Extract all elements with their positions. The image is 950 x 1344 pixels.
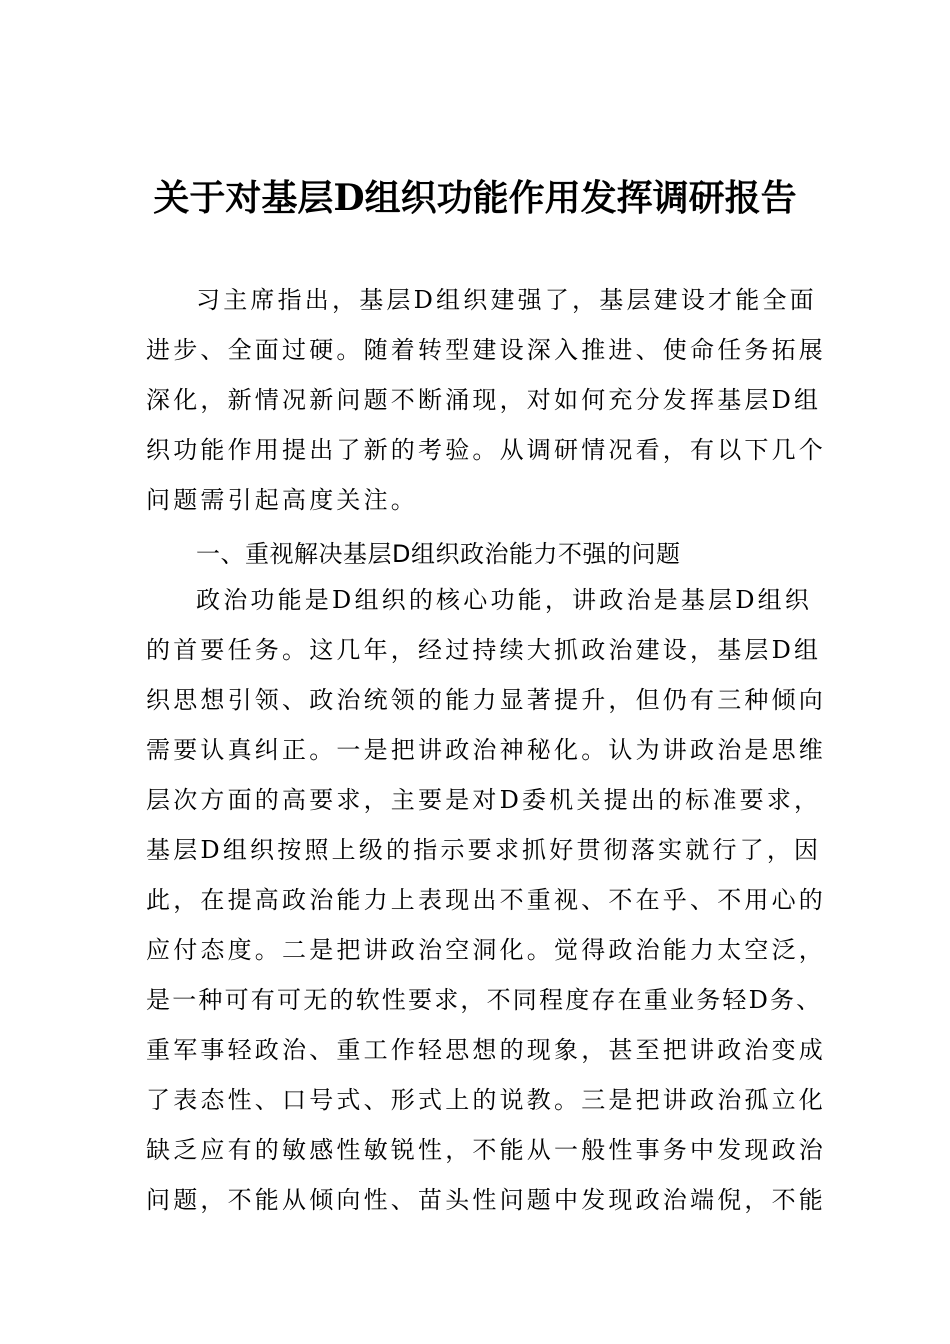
- paragraph-line: 的首要任务。这几年，经过持续大抓政治建设，基层D组: [146, 636, 822, 664]
- paragraph-line: 习主席指出，基层D组织建强了，基层建设才能全面: [196, 286, 817, 314]
- paragraph-line: 基层D组织按照上级的指示要求抓好贯彻落实就行了，因: [146, 836, 822, 864]
- paragraph-line: 缺乏应有的敏感性敏锐性，不能从一般性事务中发现政治: [146, 1136, 826, 1164]
- paragraph-line: 进步、全面过硬。随着转型建设深入推进、使命任务拓展: [146, 336, 826, 364]
- paragraph-line: 应付态度。二是把讲政治空洞化。觉得政治能力太空泛，: [146, 936, 826, 964]
- paragraph-line: 问题需引起高度关注。: [146, 486, 418, 514]
- paragraph-line: 是一种可有可无的软性要求，不同程度存在重业务轻D务、: [146, 986, 823, 1014]
- paragraph-line: 深化，新情况新问题不断涌现，对如何充分发挥基层D组: [146, 386, 822, 414]
- section-heading: 一、重视解决基层D组织政治能力不强的问题: [196, 540, 681, 568]
- paragraph-line: 重军事轻政治、重工作轻思想的现象，甚至把讲政治变成: [146, 1036, 826, 1064]
- paragraph-line: 政治功能是D组织的核心功能，讲政治是基层D组织: [196, 586, 813, 614]
- paragraph-line: 了表态性、口号式、形式上的说教。三是把讲政治孤立化: [146, 1086, 826, 1114]
- paragraph-line: 织功能作用提出了新的考验。从调研情况看，有以下几个: [146, 436, 826, 464]
- document-title: 关于对基层D组织功能作用发挥调研报告: [153, 177, 797, 219]
- paragraph-line: 需要认真纠正。一是把讲政治神秘化。认为讲政治是思维: [146, 736, 826, 764]
- paragraph-line: 此，在提高政治能力上表现出不重视、不在乎、不用心的: [146, 886, 826, 914]
- paragraph-line: 问题，不能从倾向性、苗头性问题中发现政治端倪，不能: [146, 1186, 826, 1214]
- paragraph-line: 层次方面的高要求，主要是对D委机关提出的标准要求，: [146, 786, 822, 814]
- paragraph-line: 织思想引领、政治统领的能力显著提升，但仍有三种倾向: [146, 686, 826, 714]
